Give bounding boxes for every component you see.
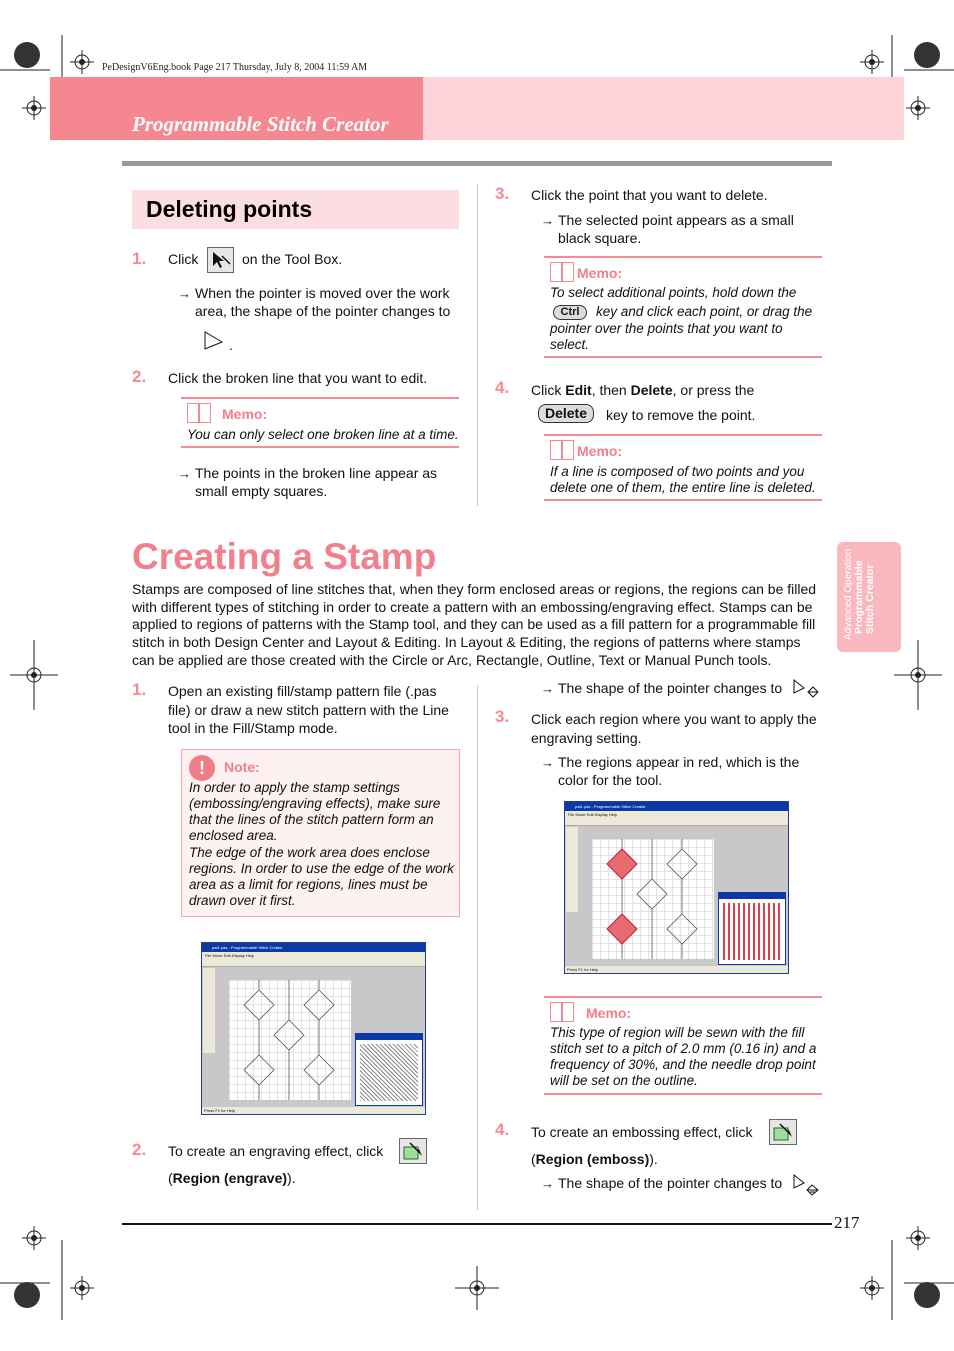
result-text: .	[229, 337, 233, 353]
screenshot-toolbox	[566, 827, 578, 912]
warning-icon: !	[189, 755, 215, 781]
step-text: Click the broken line that you want to edit.	[168, 370, 428, 386]
screenshot-titlebar	[565, 802, 788, 811]
step-text-part: , or press the	[672, 382, 755, 398]
step-number: 1.	[132, 249, 147, 268]
result-text: small empty squares.	[195, 483, 328, 499]
step-number: 3.	[495, 707, 510, 726]
result-arrow-icon: →	[178, 466, 191, 481]
print-header: PeDesignV6Eng.book Page 217 Thursday, July 8, 2004 11:59 AM	[102, 62, 368, 73]
memo-rule	[544, 434, 822, 436]
screenshot-menu: File Mode Edit Display Help	[205, 953, 255, 958]
screenshot-canvas	[592, 839, 714, 959]
screenshot-title: pat1.pas - Programmable Stitch Creator	[575, 804, 646, 809]
result-arrow-icon: →	[178, 286, 191, 301]
step-number: 2.	[132, 1140, 147, 1159]
bottom-rule	[122, 1223, 832, 1225]
result-text: area, the shape of the pointer changes to	[195, 303, 451, 319]
screenshot-preview-titlebar	[356, 1034, 422, 1040]
page-number: 217	[834, 1213, 860, 1232]
memo-label: Memo:	[586, 1005, 632, 1021]
step-text: on the Tool Box.	[242, 251, 343, 267]
result-arrow-icon: →	[541, 213, 554, 228]
screenshot-preview	[355, 1033, 423, 1106]
screenshot-status: Press F1 for Help	[567, 967, 599, 972]
side-tab-line2: Programmable Stitch Creator	[853, 560, 876, 634]
result-arrow-icon: →	[541, 1176, 554, 1191]
memo-rule	[544, 996, 822, 998]
screenshot-preview	[718, 892, 786, 965]
note-text: regions. In order to use the edge of the work	[189, 861, 454, 876]
intro-paragraph: Stamps are composed of line stitches that, when they form enclosed areas or regions, the regions can be filled with different types of stitching in order to create a pattern with an embossing/engraving effect. Stamps can be applied to regions of patterns with the Stamp tool, and they can be used as a fill pattern for a programmable fill stitch in both Design Center and Layout & Editing. In Layout & Editing, the regions of patterns where stamps can be applied are those created with the Circle or Arc, Rectangle, Outline, Text or Manual Punch tools.	[132, 581, 817, 668]
screenshot-toolbox	[203, 968, 215, 1053]
region-emboss-label: Region (emboss)	[535, 1151, 650, 1167]
step-text	[168, 1169, 296, 1187]
result-text: The selected point appears as a small	[558, 212, 794, 228]
step-text: To create an embossing effect, click	[531, 1124, 753, 1140]
app-screenshot-regions	[564, 801, 789, 974]
screenshot-statusbar	[202, 1107, 425, 1114]
memo-rule	[544, 256, 822, 258]
section-title: Deleting points	[146, 196, 313, 222]
menu-delete-label: Delete	[630, 382, 673, 398]
side-tab-line1: Advanced Operation	[843, 548, 854, 640]
page-title: Creating a Stamp	[132, 536, 437, 577]
ctrl-key: Ctrl	[553, 305, 587, 320]
screenshot-statusbar	[565, 966, 788, 973]
screenshot-titlebar	[202, 943, 425, 952]
screenshot-toolbar	[202, 959, 425, 967]
region-engrave-label: Region (engrave)	[172, 1170, 288, 1186]
note-text: (embossing/engraving effects), make sure	[189, 796, 441, 811]
memo-book-icon	[550, 262, 574, 282]
memo-text: key and click each point, or drag the	[596, 304, 813, 319]
memo-text: select.	[550, 337, 590, 352]
memo-text: You can only select one broken line at a time.	[187, 427, 459, 442]
note-text: drawn over it first.	[189, 893, 296, 908]
note-text: area as a limit for regions, lines must be	[189, 877, 428, 892]
step-text: To create an engraving effect, click	[168, 1143, 384, 1159]
memo-text: stitch set to a pitch of 2.0 mm (0.16 in) and a	[550, 1041, 817, 1056]
memo-rule	[544, 356, 822, 358]
memo-text: frequency of 30%, and the needle drop point	[550, 1057, 816, 1072]
memo-label: Memo:	[577, 265, 623, 281]
preview-pattern	[723, 903, 781, 960]
menu-edit-label: Edit	[565, 382, 592, 398]
app-screenshot	[201, 942, 426, 1115]
result-arrow-icon: →	[541, 681, 554, 696]
note-text: The edge of the work area does enclose	[189, 845, 430, 860]
step-text: file) or draw a new stitch pattern with the Line	[168, 702, 449, 718]
step-text: Click each region where you want to apply the	[531, 711, 817, 727]
result-text: The shape of the pointer changes to	[558, 680, 783, 696]
emboss-pointer-icon	[792, 1173, 820, 1197]
step-number: 2.	[132, 367, 147, 386]
result-text: The shape of the pointer changes to	[558, 1175, 783, 1191]
screenshot-toolbar	[565, 818, 788, 826]
note-text: that the lines of the stitch pattern form an	[189, 812, 434, 827]
memo-book-icon	[187, 403, 211, 423]
step-number: 4.	[495, 378, 510, 397]
step-number: 1.	[132, 680, 147, 699]
screenshot-preview-titlebar	[719, 893, 785, 899]
result-text: color for the tool.	[558, 772, 663, 788]
step-text-part: (	[168, 1170, 173, 1186]
result-arrow-icon: →	[541, 755, 554, 770]
step-text: Click	[168, 251, 199, 267]
top-rule	[122, 161, 832, 166]
step-text: engraving setting.	[531, 730, 642, 746]
column-divider	[477, 184, 478, 506]
column-divider	[477, 685, 478, 1210]
step-number: 3.	[495, 184, 510, 203]
chapter-title: Programmable Stitch Creator	[132, 112, 389, 136]
memo-text: delete one of them, the entire line is deleted.	[550, 480, 816, 495]
edit-point-tool-icon	[207, 247, 234, 273]
memo-rule	[544, 1093, 822, 1095]
step-text	[531, 1150, 658, 1168]
step-text-part: ).	[649, 1151, 658, 1167]
memo-label: Memo:	[577, 443, 623, 459]
screenshot-menubar	[202, 952, 425, 959]
memo-book-icon	[550, 1002, 574, 1022]
screenshot-title: pat1.pas - Programmable Stitch Creator	[212, 945, 283, 950]
note-text: In order to apply the stamp settings	[189, 780, 400, 795]
result-text: The regions appear in red, which is the	[558, 754, 800, 770]
memo-book-icon	[550, 440, 574, 460]
note-label: Note:	[224, 759, 260, 775]
pointer-arrow-icon	[203, 330, 225, 352]
step-text	[531, 381, 754, 399]
region-emboss-icon	[769, 1119, 797, 1145]
memo-label: Memo:	[222, 406, 268, 422]
step-text: Click the point that you want to delete.	[531, 187, 768, 203]
memo-text: This type of region will be sewn with the fill	[550, 1025, 805, 1040]
screenshot-menubar	[565, 811, 788, 818]
result-text: When the pointer is moved over the work	[195, 285, 450, 301]
screenshot-menu: File Mode Edit Display Help	[568, 812, 618, 817]
memo-rule	[181, 446, 459, 448]
region-engrave-icon	[399, 1138, 427, 1164]
step-text: key to remove the point.	[606, 407, 756, 423]
step-text-part: , then	[591, 382, 631, 398]
step-text-part: (	[531, 1151, 536, 1167]
step-text-part: ).	[287, 1170, 296, 1186]
memo-text: If a line is composed of two points and you	[550, 464, 805, 479]
memo-text: pointer over the points that you want to	[550, 321, 783, 336]
memo-rule	[181, 397, 459, 399]
note-text: enclosed area.	[189, 828, 278, 843]
memo-text: To select additional points, hold down the	[550, 285, 797, 300]
engrave-pointer-icon	[792, 678, 820, 700]
screenshot-status: Press F1 for Help	[204, 1108, 236, 1113]
step-text-part: Click	[531, 382, 566, 398]
step-text: Open an existing fill/stamp pattern file (.pas	[168, 683, 437, 699]
delete-key: Delete	[538, 404, 594, 423]
step-number: 4.	[495, 1120, 510, 1139]
result-text: black square.	[558, 230, 642, 246]
memo-text: will be set on the outline.	[550, 1073, 698, 1088]
memo-rule	[544, 499, 822, 501]
screenshot-canvas	[229, 980, 351, 1100]
step-text: tool in the Fill/Stamp mode.	[168, 720, 338, 736]
preview-pattern	[360, 1044, 418, 1101]
result-text: The points in the broken line appear as	[195, 465, 438, 481]
